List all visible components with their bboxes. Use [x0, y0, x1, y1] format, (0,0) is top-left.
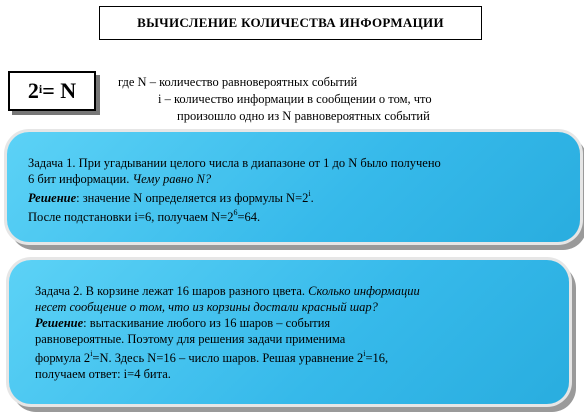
task-1-sup-i: i [308, 189, 311, 198]
task-1-sup-6: 6 [233, 208, 238, 218]
task-1-solution-text: : значение N определяется из формулы N=2 [76, 191, 309, 206]
task-2-question-start: Сколько информации [308, 284, 420, 298]
task-1-period: . [310, 191, 314, 206]
task-2-sup-i: i [90, 349, 93, 358]
page-title-box [99, 6, 482, 40]
task-2-question-end: несет сообщение о том, что из корзины достали красный шар? [35, 300, 378, 314]
page-title: ВЫЧИСЛЕНИЕ КОЛИЧЕСТВА ИНФОРМАЦИИ [137, 15, 444, 30]
task-2-answer: получаем ответ: i=4 бита. [35, 367, 171, 382]
task-1-statement: Задача 1. При угадывании целого числа в диапазоне от 1 до N было получено [28, 156, 441, 170]
task-1-solution-label: Решение [28, 191, 77, 206]
formula-rest: = N [42, 78, 77, 103]
formula-box [8, 71, 96, 111]
task-2-solution-label: Решение [35, 316, 84, 330]
task-2-text: Задача 2. В корзине лежат 16 шаров разного цвета. [35, 284, 309, 298]
task-1-text: 6 бит информации. [28, 172, 133, 186]
task-2-equation-end: =16, [365, 351, 389, 366]
task-2-question [35, 299, 555, 315]
task-2-formula-text: формула 2 [35, 351, 91, 366]
legend-line-n: где N – количество равновероятных событий [118, 75, 358, 89]
legend-line-i: i – количество информации в сообщении о том, что [158, 92, 432, 106]
formula-exponent: i [38, 81, 43, 96]
formula-legend [110, 74, 570, 125]
task-1-question: Чему равно N? [132, 172, 212, 186]
task-1-card [7, 132, 580, 242]
task-2-equation-text: =N. Здесь N=16 – число шаров. Решая уравнение 2 [92, 351, 364, 366]
task-2-solution [35, 315, 555, 331]
task-1-result-text: После подстановки i=6, получаем N=2 [28, 210, 234, 225]
task-1-solution [28, 187, 570, 206]
legend-line-i-cont: произошло одно из N равновероятных событий [177, 109, 430, 123]
task-1-result-value: =64. [237, 210, 261, 225]
task-2-solution-text: : вытаскивание любого из 16 шаров – события [83, 316, 331, 330]
formula-base: 2 [27, 78, 39, 103]
task-2-sup-i-2: i [363, 349, 366, 358]
task-2-line-4: равновероятные. Поэтому для решения задачи применима [35, 332, 346, 346]
task-1-result [28, 206, 570, 225]
task-2-line-5 [35, 347, 555, 366]
task-2-card [9, 260, 569, 404]
task-2-statement [35, 283, 555, 299]
task-1-line-2 [28, 171, 570, 187]
